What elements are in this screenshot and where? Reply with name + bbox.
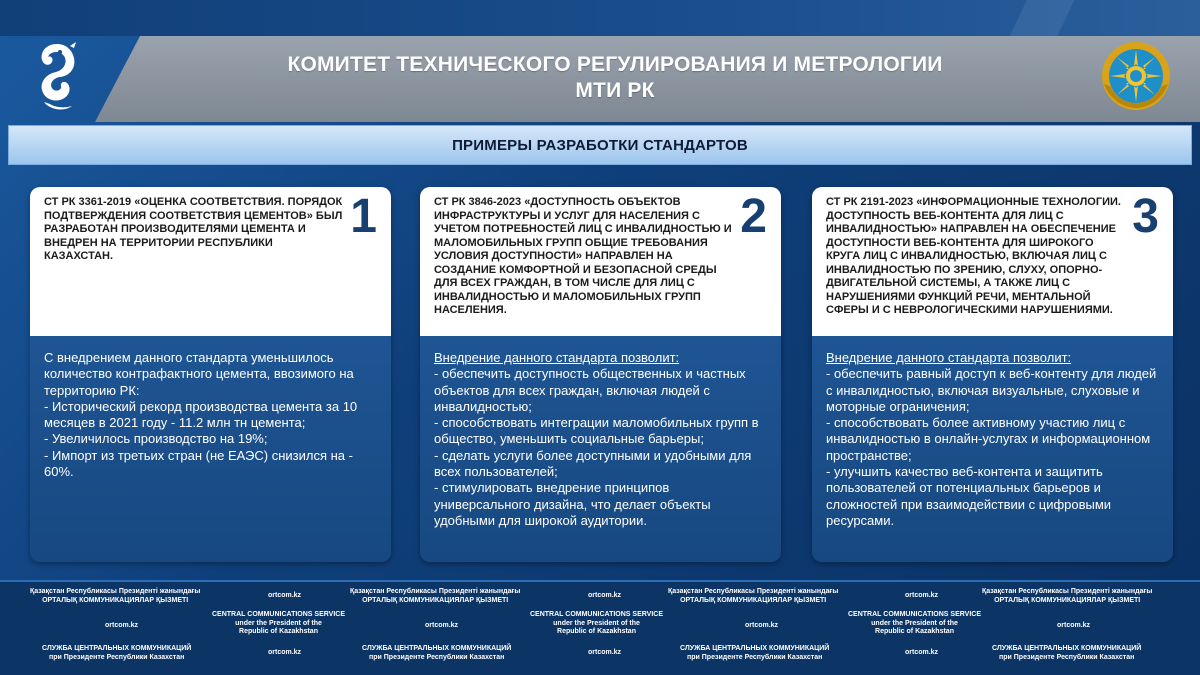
- decorative-stripe: [900, 0, 1200, 36]
- footer-site: ortcom.kz: [905, 592, 939, 599]
- footer-en-block: CENTRAL COMMUNICATIONS SERVICE under the President of the Republic of Kazakhstan: [848, 611, 982, 635]
- footer-en-block: CENTRAL COMMUNICATIONS SERVICE under the President of the Republic of Kazakhstan: [530, 611, 664, 635]
- list-item: - улучшить качество веб-контента и защитить пользователей от потенциальных барьеров и сложностей при взаимодействии с цифровыми ресурсами.: [826, 464, 1112, 528]
- standard-title: СТ РК 3846-2023 «ДОСТУПНОСТЬ ОБЪЕКТОВ ИНФРАСТРУКТУРЫ И УСЛУГ ДЛЯ НАСЕЛЕНИЯ С УЧЕТОМ ПОТРЕБНОСТЕЙ ЛИЦ С ИНВАЛИДНОСТЬЮ И МАЛОМОБИЛЬНЫХ ГРУПП ОБЩИЕ ТРЕБОВАНИЯ УСЛОВИЯ ДОСТУПНОСТИ» НАПРАВЛЕН НА СОЗДАНИЕ КОМФОРТНОЙ И БЕЗОПАСНОЙ СРЕДЫ ДЛЯ ВСЕХ ГРАЖДАН, В ТОМ ЧИСЛЕ ДЛЯ ЛИЦ С ИНВАЛИДНОСТЬЮ И МАЛОМОБИЛЬНЫХ ГРУПП НАСЕЛЕНИЯ.: [434, 196, 732, 316]
- card-lead: Внедрение данного стандарта позволит:: [434, 350, 680, 365]
- list-item: - стимулировать внедрение принципов универсального дизайна, что делает объекты удобными для широкой аудитории.: [434, 480, 711, 528]
- standard-card-3: [812, 187, 1173, 562]
- card-body: [826, 350, 1161, 529]
- list-item: - обеспечить равный доступ к веб-контенту для людей с инвалидностью, включая визуальные, слуховые и моторные ограничения;: [826, 366, 1157, 414]
- standard-title: СТ РК 2191-2023 «ИНФОРМАЦИОННЫЕ ТЕХНОЛОГИИ. ДОСТУПНОСТЬ ВЕБ-КОНТЕНТА ДЛЯ ЛИЦ С ИНВАЛИДНОСТЬЮ» НАПРАВЛЕН НА ОБЕСПЕЧЕНИЕ ДОСТУПНОСТИ ВЕБ-КОНТЕНТА ДЛЯ ШИРОКОГО КРУГА ЛИЦ С ИНВАЛИДНОСТЬЮ, ВКЛЮЧАЯ ЛИЦ С ИНВАЛИДНОСТЬЮ ПО ЗРЕНИЮ, СЛУХУ, ОПОРНО-ДВИГАТЕЛЬНОЙ СИСТЕМЫ, А ТАКЖЕ ЛИЦ С НАРУШЕНИЯМИ ФУНКЦИЙ РЕЧИ, МЕНТАЛЬНОЙ СФЕРЫ И С НЕВРОЛОГИЧЕСКИМИ НАРУШЕНИЯМИ.: [826, 196, 1121, 316]
- title-line-1: КОМИТЕТ ТЕХНИЧЕСКОГО РЕГУЛИРОВАНИЯ И МЕТРОЛОГИИ: [287, 53, 943, 76]
- section-banner: [8, 125, 1192, 165]
- footer-kz-block: Қазақстан Республикасы Президенті жанындағы ОРТАЛЫҚ КОММУНИКАЦИЯЛАР ҚЫЗМЕТІ: [350, 588, 521, 604]
- footer-ru-block: СЛУЖБА ЦЕНТРАЛЬНЫХ КОММУНИКАЦИЙ при Президенте Республики Казахстан: [992, 645, 1142, 661]
- footer-site: ortcom.kz: [588, 649, 622, 656]
- card-number: 1: [350, 190, 377, 243]
- footer: [0, 580, 1200, 675]
- card-body: [44, 350, 379, 480]
- footer-site: ortcom.kz: [1057, 622, 1091, 629]
- list-item: - способствовать интеграции маломобильных групп в общество, уменьшить социальные барьеры;: [434, 415, 759, 447]
- footer-ru-block: СЛУЖБА ЦЕНТРАЛЬНЫХ КОММУНИКАЦИЙ при Президенте Республики Казахстан: [42, 645, 192, 661]
- footer-site: ortcom.kz: [425, 622, 459, 629]
- state-emblem-icon: [1100, 40, 1172, 112]
- footer-kz-block: Қазақстан Республикасы Президенті жанындағы ОРТАЛЫҚ КОММУНИКАЦИЯЛАР ҚЫЗМЕТІ: [982, 588, 1153, 604]
- standard-card-1: [30, 187, 391, 562]
- leopard-logo-icon: [30, 38, 84, 116]
- list-item: - Импорт из третьих стран (не ЕАЭС) снизился на - 60%.: [44, 447, 353, 480]
- list-item: - способствовать более активному участию лиц с инвалидностью в онлайн-услугах и информационном пространстве;: [826, 415, 1151, 463]
- card-lead: Внедрение данного стандарта позволит:: [826, 350, 1072, 365]
- list-item: - Исторический рекорд производства цемента за 10 месяцев в 2021 году - 11.2 млн тн цемента;: [44, 398, 358, 431]
- title-line-2: МТИ РК: [575, 79, 655, 102]
- list-item: - сделать услуги более доступными и удобными для всех пользователей;: [434, 447, 752, 480]
- standard-card-2: [420, 187, 781, 562]
- footer-site: ortcom.kz: [268, 592, 302, 599]
- list-item: - обеспечить доступность общественных и частных объектов для всех граждан, включая людей с инвалидностью;: [434, 366, 746, 414]
- footer-ru-block: СЛУЖБА ЦЕНТРАЛЬНЫХ КОММУНИКАЦИЙ при Президенте Республики Казахстан: [680, 645, 830, 661]
- footer-en-block: CENTRAL COMMUNICATIONS SERVICE under the President of the Republic of Kazakhstan: [212, 611, 346, 635]
- footer-site: ortcom.kz: [268, 649, 302, 656]
- card-body: [434, 350, 769, 529]
- page-title: [215, 52, 1015, 104]
- footer-kz-block: Қазақстан Республикасы Президенті жанындағы ОРТАЛЫҚ КОММУНИКАЦИЯЛАР ҚЫЗМЕТІ: [668, 588, 839, 604]
- footer-kz-block: Қазақстан Республикасы Президенті жанындағы ОРТАЛЫҚ КОММУНИКАЦИЯЛАР ҚЫЗМЕТІ: [30, 588, 201, 604]
- footer-site: ortcom.kz: [588, 592, 622, 599]
- card-lead: С внедрением данного стандарта уменьшилось количество контрафактного цемента, ввозимого на территорию РК:: [44, 350, 354, 398]
- standard-title: СТ РК 3361-2019 «ОЦЕНКА СООТВЕТСТВИЯ. ПОРЯДОК ПОДТВЕРЖДЕНИЯ СООТВЕТСТВИЯ ЦЕМЕНТОВ» БЫЛ РАЗРАБОТАН ПРОИЗВОДИТЕЛЯМИ ЦЕМЕНТА И ВНЕДРЕН НА ТЕРРИТОРИИ РЕСПУБЛИКИ КАЗАХСТАН.: [44, 196, 343, 262]
- card-number: 3: [1132, 190, 1159, 243]
- footer-site: ortcom.kz: [905, 649, 939, 656]
- card-number: 2: [740, 190, 767, 243]
- section-title: ПРИМЕРЫ РАЗРАБОТКИ СТАНДАРТОВ: [452, 136, 748, 154]
- footer-ru-block: СЛУЖБА ЦЕНТРАЛЬНЫХ КОММУНИКАЦИЙ при Президенте Республики Казахстан: [362, 645, 512, 661]
- footer-site: ortcom.kz: [745, 622, 779, 629]
- list-item: - Увеличилось производство на 19%;: [44, 431, 268, 447]
- footer-site: ortcom.kz: [105, 622, 139, 629]
